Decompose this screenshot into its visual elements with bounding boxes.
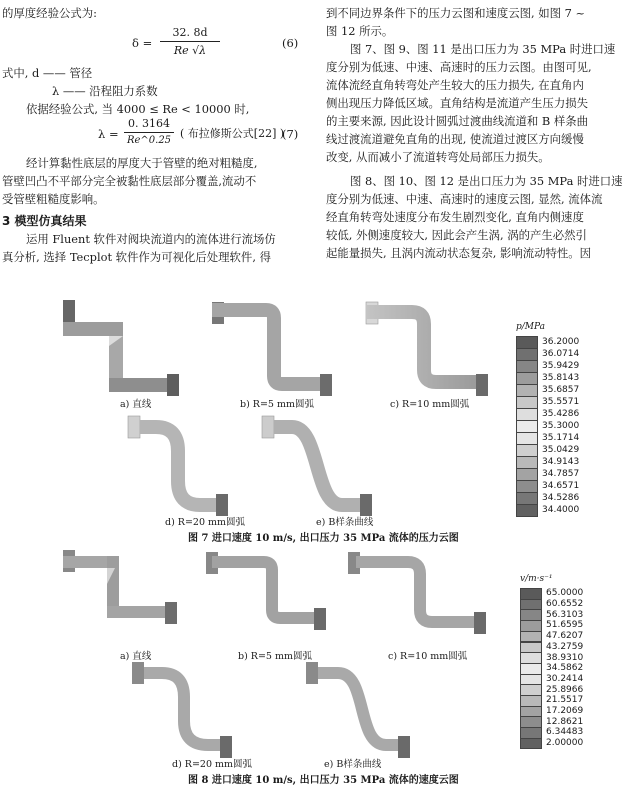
para-line: 的厚度经验公式为:: [2, 6, 97, 20]
fig8-legend-label: 25.8966: [546, 684, 584, 695]
fig7-legend-label: 34.6571: [542, 481, 580, 491]
fig8-legend-label: 56.3103: [546, 609, 584, 620]
para-line: 真分析, 选择 Tecplot 软件作为可视化后处理软件, 得: [2, 250, 271, 264]
fig7-caption-a: a) 直线: [120, 399, 152, 410]
para-line: 经直角转弯处速度分布发生剧烈变化, 直角内侧速度: [326, 210, 584, 224]
eq7-note: ( 布拉修斯公式[22] ): [180, 127, 285, 140]
fig8-legend-label: 60.6552: [546, 599, 584, 610]
fig7-legend-label: 36.0714: [542, 349, 580, 359]
fig8-legend-label: 43.2759: [546, 641, 584, 652]
fig8-legend-label: 38.9310: [546, 652, 584, 663]
para-line: 较低, 外侧速度较大, 因此会产生涡, 涡的产生必然引: [326, 228, 587, 242]
para-line: 式中, d —— 管径: [2, 66, 93, 80]
fig7-legend-label: 35.1714: [542, 433, 580, 443]
fig7-legend: [516, 336, 626, 516]
fig7-legend-label: 34.7857: [542, 469, 580, 479]
fig7-caption-c: c) R=10 mm圆弧: [390, 399, 470, 410]
eq6-numerator: 32. 8d: [172, 26, 208, 39]
fig8-caption-a: a) 直线: [120, 651, 152, 662]
eq7-fraction-bar: [124, 132, 174, 133]
para-line: 到不同边界条件下的压力云图和速度云图, 如图 7 ~: [326, 6, 586, 20]
fig7-legend-label: 34.5286: [542, 493, 580, 503]
para-line: 图 12 所示。: [326, 24, 394, 38]
fig7-legend-label: 34.9143: [542, 457, 580, 467]
fig8-pipe-d: [132, 662, 232, 758]
fig8-legend: [520, 588, 626, 748]
fig8-legend-label: 17.2069: [546, 706, 584, 717]
para-line: 受管壁粗糙度影响。: [2, 192, 105, 206]
fig7-pipe-b: [212, 302, 332, 396]
fig7-legend-label: 35.9429: [542, 361, 580, 371]
eq7-number: (7): [282, 127, 299, 141]
fig7-pipe-a: [63, 300, 179, 396]
fig8-title: 图 8 进口速度 10 m/s, 出口压力 35 MPa 流体的速度云图: [188, 775, 459, 786]
eq6-fraction-bar: [160, 41, 220, 42]
para-line: 侧出现压力降低区域。直角结构是流道产生压力损失: [326, 96, 588, 110]
eq7-denominator: Re^0.25: [126, 135, 172, 146]
fig7-caption-b: b) R=5 mm圆弧: [240, 399, 315, 410]
fig8-caption-c: c) R=10 mm圆弧: [388, 651, 468, 662]
para-line: 起能量损失, 且涡内流动状态复杂, 影响流动特性。因: [326, 246, 592, 260]
fig7-caption-e: e) B样条曲线: [316, 517, 374, 528]
eq7-lhs: λ =: [98, 127, 119, 141]
fig7-legend-label: 35.5571: [542, 397, 580, 407]
para-line: 度分别为低速、中速、高速时的速度云图, 显然, 流体流: [326, 192, 603, 206]
eq6-denominator: Re √λ: [173, 44, 207, 57]
fig7-caption-d: d) R=20 mm圆弧: [165, 517, 246, 528]
fig8-caption-e: e) B样条曲线: [324, 759, 382, 770]
fig7-legend-label: 36.2000: [542, 337, 580, 347]
para-line: λ —— 沿程阻力系数: [52, 84, 158, 98]
fig8-legend-swatch: [520, 738, 542, 750]
fig7-legend-label: 35.4286: [542, 409, 580, 419]
fig8-legend-label: 30.2414: [546, 673, 584, 684]
fig8-legend-label: 6.34483: [546, 727, 584, 738]
fig8-legend-unit: v/m·s⁻¹: [520, 574, 553, 584]
fig8-pipe-e: [306, 662, 410, 758]
fig8-pipe-c: [348, 552, 486, 634]
fig8-legend-label: 34.5862: [546, 663, 584, 674]
fig7-title: 图 7 进口速度 10 m/s, 出口压力 35 MPa 流体的压力云图: [188, 533, 459, 544]
fig7-legend-label: 35.3000: [542, 421, 580, 431]
para-line: 线过渡流道避免直角的出现, 使流道过渡区方向缓慢: [326, 132, 584, 146]
section-heading: 3 模型仿真结果: [2, 214, 87, 228]
eq6-number: (6): [282, 36, 299, 50]
fig8-pipe-a: [63, 550, 177, 624]
fig8-legend-label: 12.8621: [546, 716, 584, 727]
fig8-legend-label: 65.0000: [546, 588, 584, 599]
fig8-legend-label: 51.6595: [546, 620, 584, 631]
fig8-legend-label: 2.00000: [546, 738, 584, 749]
fig8-pipe-b: [206, 552, 326, 630]
fig7-legend-unit: p/MPa: [516, 322, 546, 332]
fig7-pipe-c: [366, 302, 488, 396]
fig7-pipe-e: [262, 416, 372, 516]
para-line: 度分别为低速、中速、高速时的压力云图。由图可见,: [326, 60, 592, 74]
eq6-lhs: δ =: [132, 36, 153, 50]
fig7-legend-label: 35.0429: [542, 445, 580, 455]
para-line: 改变, 从而减小了流道转弯处局部压力损失。: [326, 150, 550, 164]
fig8-caption-d: d) R=20 mm圆弧: [172, 759, 253, 770]
para-line: 流体流经直角转弯处产生较大的压力损失, 在直角内: [326, 78, 584, 92]
fig7-legend-label: 34.4000: [542, 505, 580, 515]
fig8-legend-label: 47.6207: [546, 631, 584, 642]
fig8-caption-b: b) R=5 mm圆弧: [238, 651, 313, 662]
fig7-legend-swatch: [516, 504, 538, 517]
fig7-legend-label: 35.8143: [542, 373, 580, 383]
para-line: 管壁凹凸不平部分完全被黏性底层部分覆盖,流动不: [2, 174, 257, 188]
fig7-legend-label: 35.6857: [542, 385, 580, 395]
para-line: 图 7、图 9、图 11 是出口压力为 35 MPa 时进口速: [350, 42, 616, 56]
para-line: 的主要来源, 因此设计圆弧过渡曲线流道和 B 样条曲: [326, 114, 589, 128]
para-line: 运用 Fluent 软件对阀块流道内的流体进行流场仿: [26, 232, 276, 246]
fig7-pipe-d: [128, 416, 228, 516]
eq7-numerator: 0. 3164: [128, 117, 170, 130]
para-line: 经计算黏性底层的厚度大于管壁的绝对粗糙度,: [26, 156, 258, 170]
para-line: 依据经验公式, 当 4000 ≤ Re < 10000 时,: [26, 102, 250, 116]
fig8-legend-label: 21.5517: [546, 695, 584, 706]
para-line: 图 8、图 10、图 12 是出口压力为 35 MPa 时进口速: [350, 174, 623, 188]
